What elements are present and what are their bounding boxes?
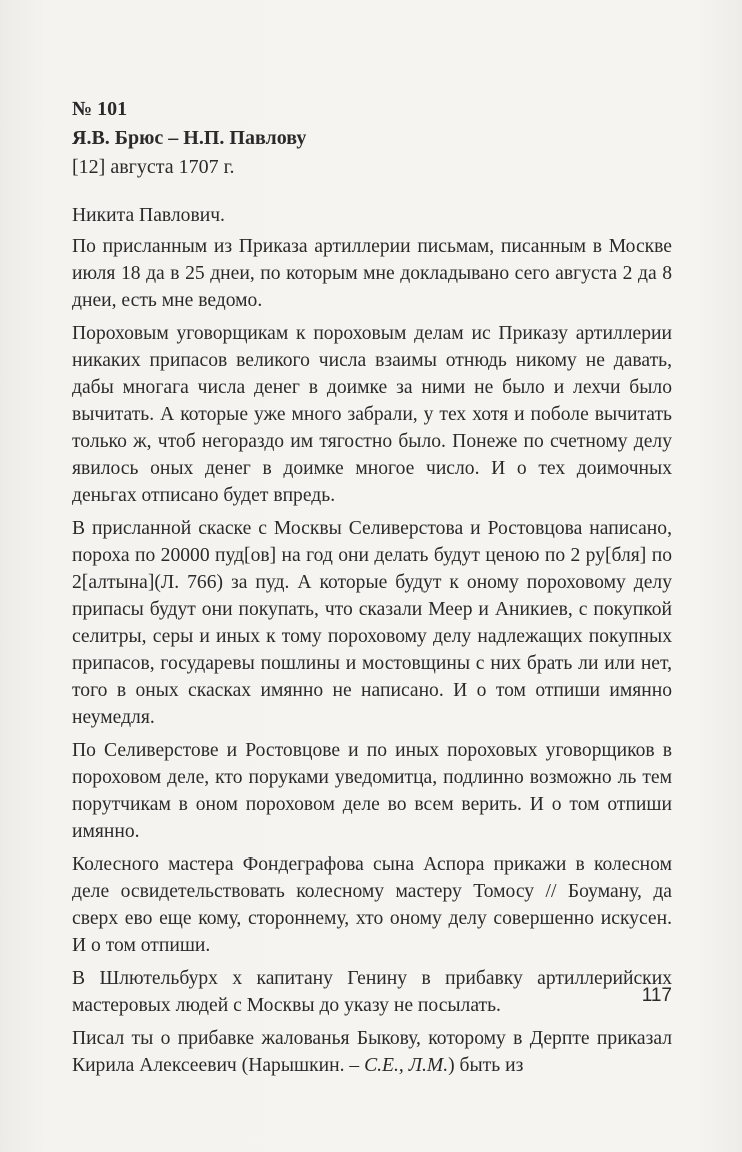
document-header	[72, 95, 672, 182]
paragraph: По Селиверстове и Ростовцове и по иных пороховых уговорщиков в пороховом деле, кто поруками уведомитца, подлинно возможно ль тем порутчикам в оном пороховом деле во всем верить. И о том отпиши имянно.	[72, 740, 672, 842]
greeting: Никита Павлович.	[72, 205, 225, 226]
document-body	[72, 202, 672, 1085]
paragraph-text: Писал ты о прибавке жалованья Быкову, которому в Дерпте приказал Кирила Алексеевич (Нарышкин. –	[72, 1028, 672, 1076]
paragraph: Колесного мастера Фондеграфова сына Аспора прикажи в колесном деле освидетельствовать колесному мастеру Томосу // Боуману, да сверх ево еще кому, стороннему, хто оному делу совершенно искусен. И о том отпиши.	[72, 854, 672, 956]
paragraph: По присланным из Приказа артиллерии письмам, писанным в Москве июля 18 да в 25 днеи, по которым мне докладывано сего августа 2 да 8 днеи, есть мне ведомо.	[72, 236, 672, 311]
editor-initials: С.Е., Л.М.	[364, 1055, 449, 1076]
paragraph-text: ) быть из	[448, 1055, 524, 1076]
paragraph: В присланной скаске с Москвы Селиверстова и Ростовцова написано, пороха по 20000 пуд[ов] на год они делать будут ценою по 2 ру[бля] по 2[алтына](Л. 766) за пуд. А которые будут к оному пороховому делу припасы будут они покупать, что сказали Меер и Аникиев, с покупкой селитры, серы и иных к тому пороховому делу надлежащих покупных припасов, государевы пошлины и мостовщины с них брать ли или нет, того в оных скасках имянно не написано. И о том отпиши имянно неумедля.	[72, 518, 672, 728]
paragraph: В Шлютельбурх х капитану Генину в прибавку артиллерийских мастеровых людей с Москвы до указу не посылать.	[72, 968, 672, 1016]
document-number: № 101	[72, 98, 128, 120]
paragraph-last	[72, 1025, 672, 1079]
paragraph: Пороховым уговорщикам к пороховым делам ис Приказу артиллерии никаких припасов великого числа взаимы отнюдь никому не давать, дабы многага числа денег в доимке за ними не было и лехчи было вычитать. А которые уже много забрали, у тех хотя и поболе вычитать только ж, чтоб негораздо им тягостно было. Понеже по счетному делу явилось оных денег в доимке многое число. И о тех доимочных деньгах отписано будет впредь.	[72, 323, 672, 506]
document-title: Я.В. Брюс – Н.П. Павлову	[72, 127, 307, 149]
page-number: 117	[641, 985, 672, 1006]
document-date: [12] августа 1707 г.	[72, 156, 235, 178]
